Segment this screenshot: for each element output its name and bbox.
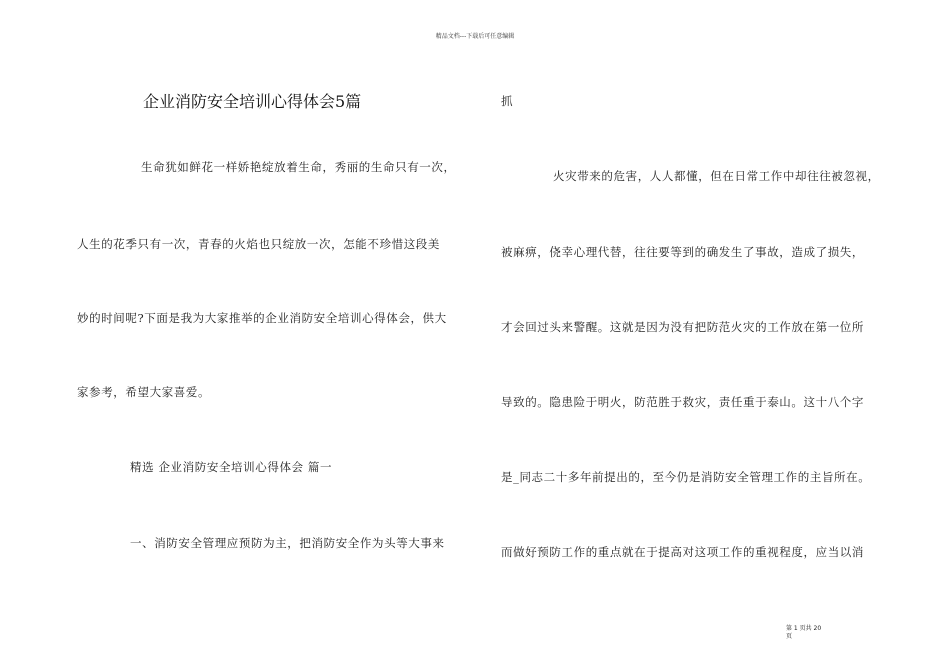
left-paragraph-line: 家参考，希望大家喜爱。 [77, 385, 211, 399]
right-paragraph-line: 是_同志二十多年前提出的，至今仍是消防安全管理工作的主旨所在。 [501, 470, 871, 484]
left-paragraph-line: 一、消防安全管理应预防为主，把消防安全作为头等大事来 [130, 536, 445, 550]
document-title: 企业消防安全培训心得体会5篇 [143, 92, 362, 111]
right-paragraph-line: 被麻痹，侥幸心理代替，往往要等到的确发生了事故，造成了损失， [501, 245, 864, 259]
page-number-label-cont: 页 [786, 633, 793, 640]
page-number-label: 第 1 页共 20 [786, 625, 822, 632]
right-paragraph-line: 导致的。隐患险于明火，防范胜于救灾，责任重于泰山。这十八个字 [501, 395, 864, 409]
right-paragraph-line: 才会回过头来警醒。这就是因为没有把防范火灾的工作放在第一位所 [501, 320, 864, 334]
left-paragraph-line: 妙的时间呢?下面是我为大家推举的企业消防安全培训心得体会，供大 [77, 311, 447, 325]
right-paragraph-line: 火灾带来的危害，人人都懂，但在日常工作中却往往被忽视， [553, 169, 880, 183]
left-paragraph-line: 生命犹如鲜花一样娇艳绽放着生命，秀丽的生命只有一次， [141, 160, 456, 174]
page-number [786, 625, 826, 641]
left-paragraph-line: 人生的花季只有一次，青春的火焰也只绽放一次，怎能不珍惜这段美 [77, 237, 440, 251]
header-note: 精品文档---下载后可任意编辑 [435, 33, 515, 40]
section-heading: 精选 企业消防安全培训心得体会 篇一 [130, 460, 333, 474]
right-paragraph-line: 而做好预防工作的重点就在于提高对这项工作的重视程度，应当以消 [501, 545, 864, 559]
right-paragraph-line: 抓 [501, 94, 514, 108]
